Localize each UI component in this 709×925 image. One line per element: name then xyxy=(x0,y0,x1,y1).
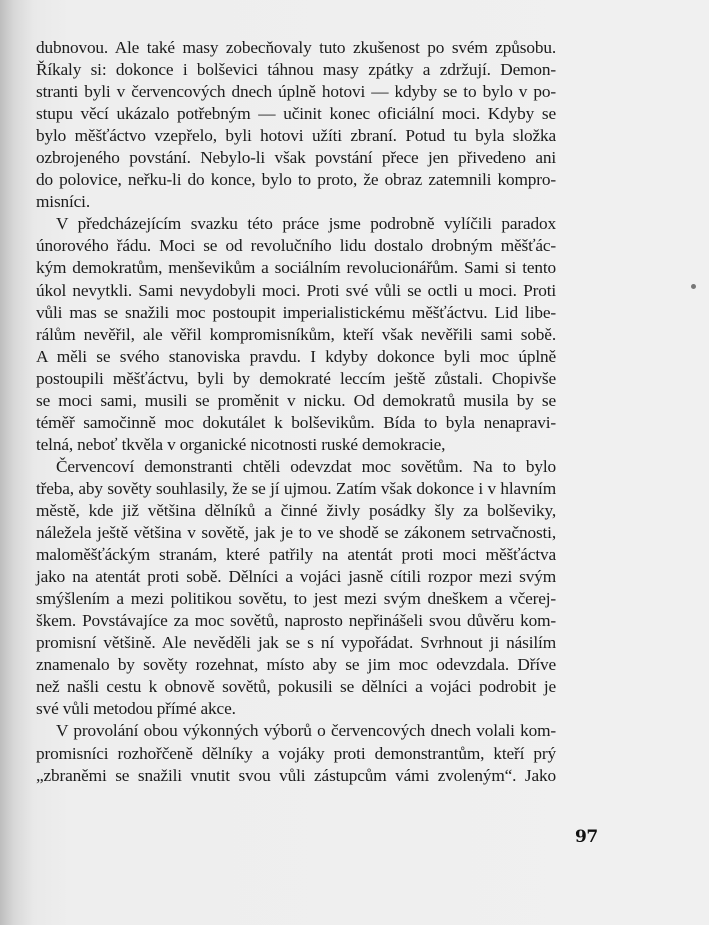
text-line: misníci. xyxy=(36,192,91,212)
text-line: stranti byli v červencových dnech úplně hotovi — kdyby se to bylo v po- xyxy=(36,82,556,102)
text-line: kým demokratům, menševikům a sociálním revolucionářům. Sami si tento xyxy=(36,258,556,278)
paper-speck xyxy=(691,284,696,289)
page-number: 97 xyxy=(575,827,598,847)
text-line: stupu věcí ukázalo potřebným — učinit konec oficiální moci. Kdyby se xyxy=(36,104,556,124)
text-line: se moci sami, musili se proměnit v nicku. Od demokratů musila by se xyxy=(36,390,556,410)
text-line: škem. Povstávajíce za moc sovětů, naprosto nepřinášeli svou důvěru kom- xyxy=(36,611,556,631)
body-text xyxy=(36,37,556,787)
text-line: úkol nevytkli. Sami nevydobyli moci. Proti své vůli se octli u moci. Proti xyxy=(36,280,556,300)
text-line: A měli se svého stanoviska pravdu. I kdyby dokonce byli moc úplně xyxy=(36,346,556,366)
text-line: V předcházejícím svazku této práce jsme podrobně vylíčili paradox xyxy=(56,214,556,234)
text-line: V provolání obou výkonných výborů o červencových dnech volali kom- xyxy=(56,721,556,741)
text-line: Červencoví demonstranti chtěli odevzdat moc sovětům. Na to bylo xyxy=(56,456,556,476)
text-line: Říkaly si: dokonce i bolševici táhnou masy zpátky a zdržují. Demon- xyxy=(36,60,556,80)
text-line: své vůli metodou přímé akce. xyxy=(36,699,236,719)
text-line: náležela ještě většina v sovětě, jak je to ve shodě se zákonem setrvačnosti, xyxy=(36,523,556,543)
text-line: znamenalo by sověty rozehnat, místo aby se jim moc odevzdala. Dříve xyxy=(36,655,556,675)
text-line: smýšlením a mezi politikou sovětu, to jest mezi svým dneškem a včerej- xyxy=(36,589,556,609)
text-line: než našli cestu k obnově sovětů, pokusili se dělníci a vojáci podrobit je xyxy=(36,677,556,697)
text-line: městě, kde již většina dělníků a činné živly posádky šly za bolševiky, xyxy=(36,500,556,520)
text-line: rálům nevěřil, ale věřil kompromisníkům, kteří však nevěřili sami sobě. xyxy=(36,324,556,344)
text-line: vůli mas se snažili moc postoupit imperialistickému měšťáctvu. Lid libe- xyxy=(36,302,556,322)
text-line: do polovice, neřku-li do konce, bylo to proto, že obraz zatemnili kompro- xyxy=(36,170,556,190)
text-line: maloměšťáckým stranám, které patřily na atentát proti moci měšťáctva xyxy=(36,545,556,565)
text-line: „zbraněmi se snažili vnutit svou vůli zástupcům vámi zvoleným“. Jako xyxy=(36,765,556,785)
text-line: promisníci rozhořčeně dělníky a vojáky proti demonstrantům, kteří prý xyxy=(36,743,556,763)
paragraph xyxy=(36,213,556,456)
paragraph xyxy=(36,720,556,786)
text-line: téměř samočinně moc dokutálet k bolševikům. Bída to byla nenapravi- xyxy=(36,412,556,432)
text-line: dubnovou. Ale také masy zobecňovaly tuto zkušenost po svém způsobu. xyxy=(36,38,556,57)
text-line: únorového řádu. Moci se od revolučního lidu dostalo drobným měšťác- xyxy=(36,236,556,256)
paragraph xyxy=(36,456,556,721)
text-line: telná, neboť tkvěla v organické nicotnosti ruské demokracie, xyxy=(36,434,446,454)
text-line: promisní většině. Ale nevěděli jak se s ní vypořádat. Svrhnout ji násilím xyxy=(36,633,556,653)
paragraph xyxy=(36,37,556,213)
text-line: jako na atentát proti sobě. Dělníci a vojáci jasně cítili rozpor mezi svým xyxy=(36,567,556,587)
text-line: ozbrojeného povstání. Nebylo-li však povstání přece jen přivedeno ani xyxy=(36,148,556,168)
text-line: bylo měšťáctvo vzepřelo, byli hotovi užíti zbraní. Potud tu byla složka xyxy=(36,126,556,146)
text-line: postoupili měšťáctvu, byli by demokraté leccím ještě zůstali. Chopivše xyxy=(36,368,556,388)
text-line: třeba, aby sověty souhlasily, že se jí ujmou. Zatím však dokonce i v hlavním xyxy=(36,478,556,498)
